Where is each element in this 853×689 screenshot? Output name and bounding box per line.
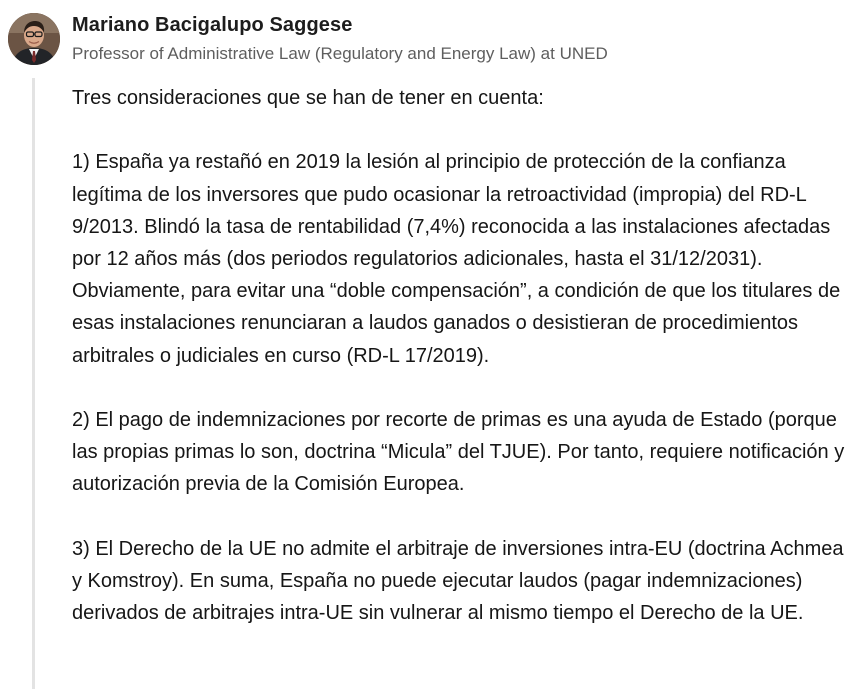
author-headline: Professor of Administrative Law (Regulatory and Energy Law) at UNED bbox=[72, 44, 608, 63]
comment-paragraph-1: 1) España ya restañó en 2019 la lesión al principio de protección de la confianza legítima de los inversores que pudo ocasionar la retroactividad (impropia) del RD-L 9/2013. Blindó la tasa de rentabilidad (7,4%) reconocida a las instalaciones afectadas por 12 años más (dos periodos regulatorios adicionales, hasta el 31/12/2031). Obviamente, para evitar una “doble compensación”, a condición de que los titulares de esas instalaciones renunciaran a laudos ganados o desistieran de procedimientos arbitrales o judiciales en curso (RD-L 17/2019). bbox=[72, 151, 841, 367]
comment-body bbox=[72, 82, 847, 629]
author-name[interactable]: Mariano Bacigalupo Saggese bbox=[72, 14, 353, 36]
comment-paragraph-intro: Tres consideraciones que se han de tener en cuenta: bbox=[72, 87, 544, 109]
thread-line bbox=[32, 78, 35, 689]
comment-paragraph-3: 3) El Derecho de la UE no admite el arbitraje de inversiones intra-EU (doctrina Achmea y Komstroy). En suma, España no puede ejecutar laudos (pagar indemnizaciones) derivados de arbitrajes intra-UE sin vulnerar al mismo tiempo el Derecho de la UE. bbox=[72, 537, 844, 625]
person-photo-icon bbox=[8, 13, 60, 65]
comment-paragraph-2: 2) El pago de indemnizaciones por recorte de primas es una ayuda de Estado (porque las propias primas lo son, doctrina “Micula” del TJUE). Por tanto, requiere notificación y autorización previa de la Comisión Europea. bbox=[72, 409, 845, 496]
author-avatar[interactable] bbox=[8, 13, 60, 65]
